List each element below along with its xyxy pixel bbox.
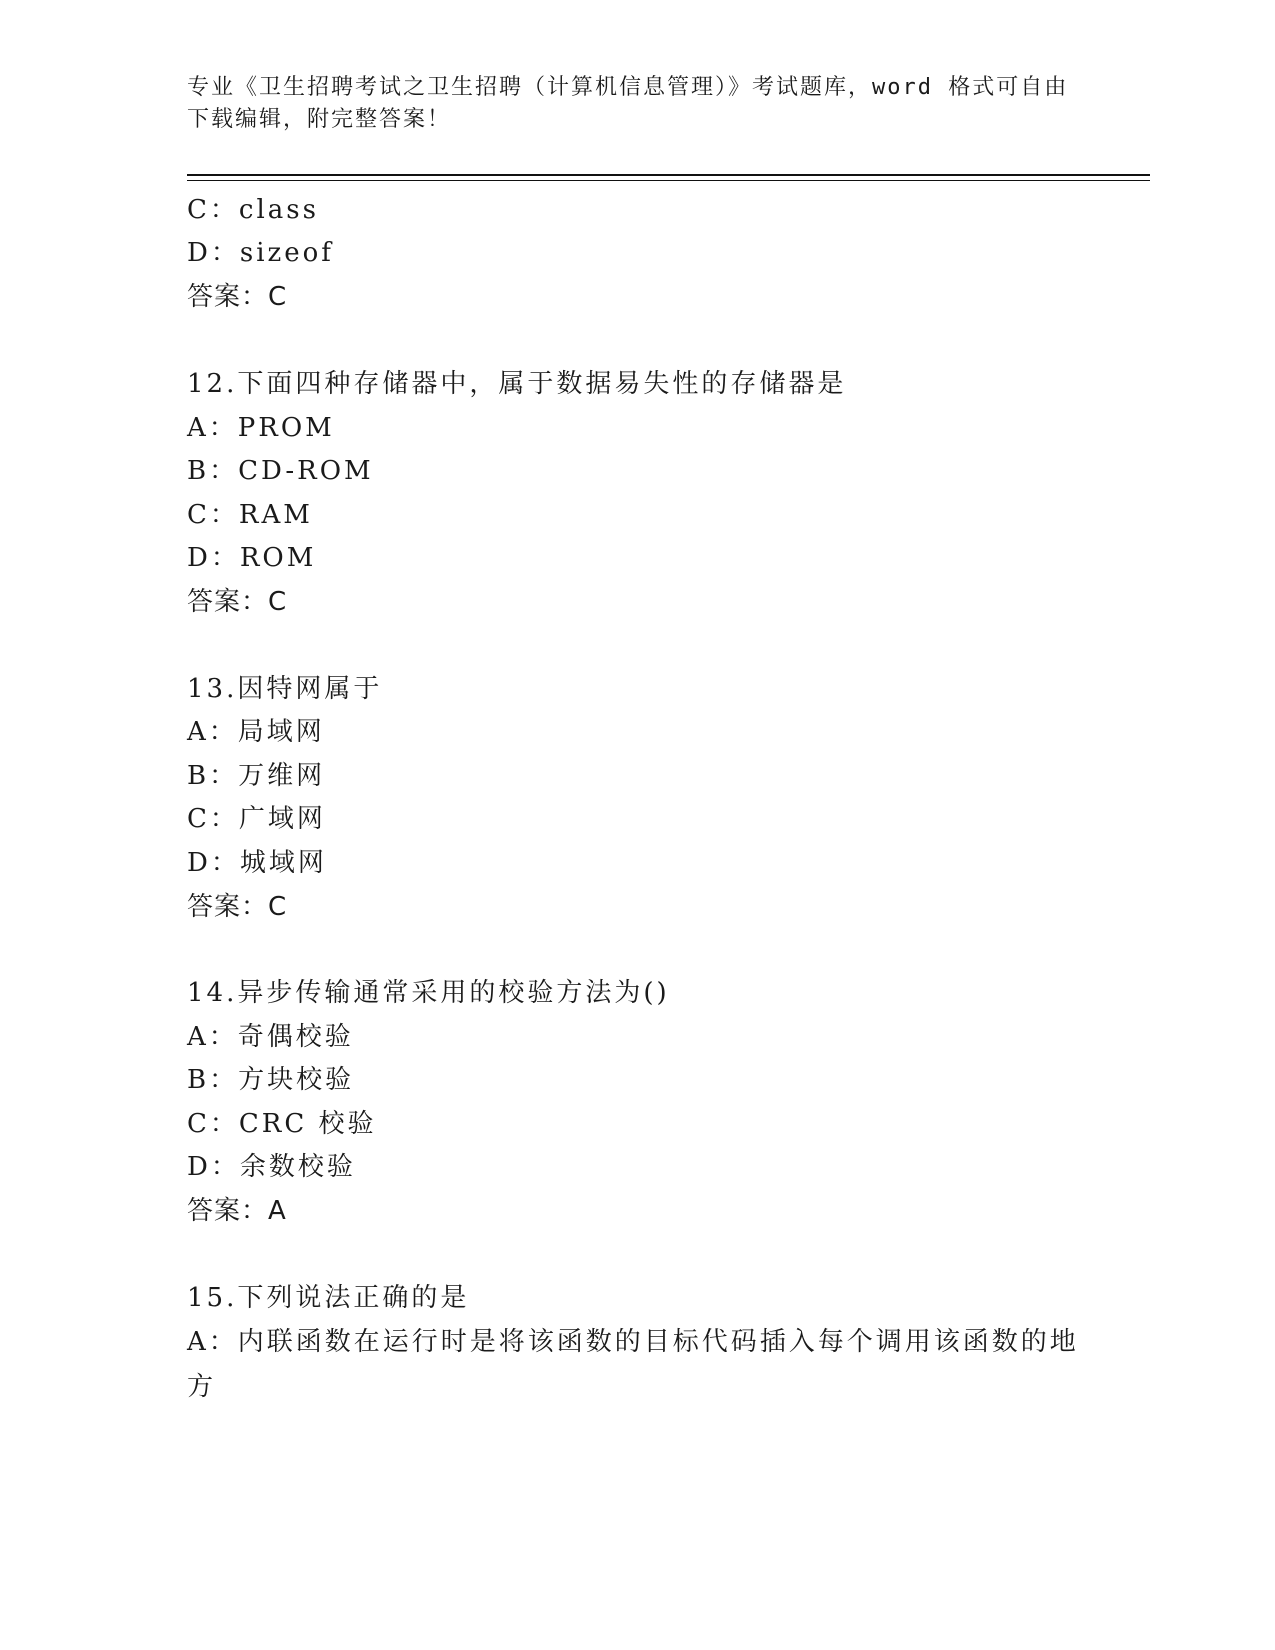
q14-option-d: D：余数校验: [187, 1152, 356, 1182]
q14-option-a: A：奇偶校验: [187, 1022, 354, 1052]
q13-option-c: C：广域网: [187, 804, 326, 834]
header-rule-thick: [187, 174, 1150, 176]
q11-option-c: C：class: [187, 195, 319, 225]
q12-option-c: C：RAM: [187, 500, 313, 530]
q14-option-b: B：方块校验: [187, 1065, 355, 1095]
q13-stem: 13.因特网属于: [187, 674, 383, 704]
q12-option-b: B：CD-ROM: [187, 456, 374, 486]
q15-option-a: A：内联函数在运行时是将该函数的目标代码插入每个调用该函数的地方: [187, 1327, 1079, 1402]
q12-option-d: D：ROM: [187, 543, 317, 573]
q13-answer: 答案：C: [187, 892, 288, 922]
q14-stem: 14.异步传输通常采用的校验方法为(): [187, 978, 670, 1008]
document-header: 专业《卫生招聘考试之卫生招聘（计算机信息管理）》考试题库，word 格式可自由下载编辑，附完整答案！: [187, 75, 1069, 132]
q12-stem: 12.下面四种存储器中，属于数据易失性的存储器是: [187, 369, 847, 399]
q11-answer: 答案：C: [187, 282, 288, 312]
q13-option-b: B：万维网: [187, 761, 326, 791]
q14-option-c: C：CRC 校验: [187, 1109, 377, 1139]
q12-answer: 答案：C: [187, 587, 288, 617]
q12-option-a: A：PROM: [187, 413, 335, 443]
q13-option-a: A：局域网: [187, 717, 325, 747]
q13-option-d: D：城域网: [187, 848, 327, 878]
header-rule-thin: [187, 180, 1150, 181]
q14-answer: 答案：A: [187, 1196, 287, 1226]
q15-stem: 15.下列说法正确的是: [187, 1283, 470, 1313]
q11-option-d: D：sizeof: [187, 238, 334, 268]
